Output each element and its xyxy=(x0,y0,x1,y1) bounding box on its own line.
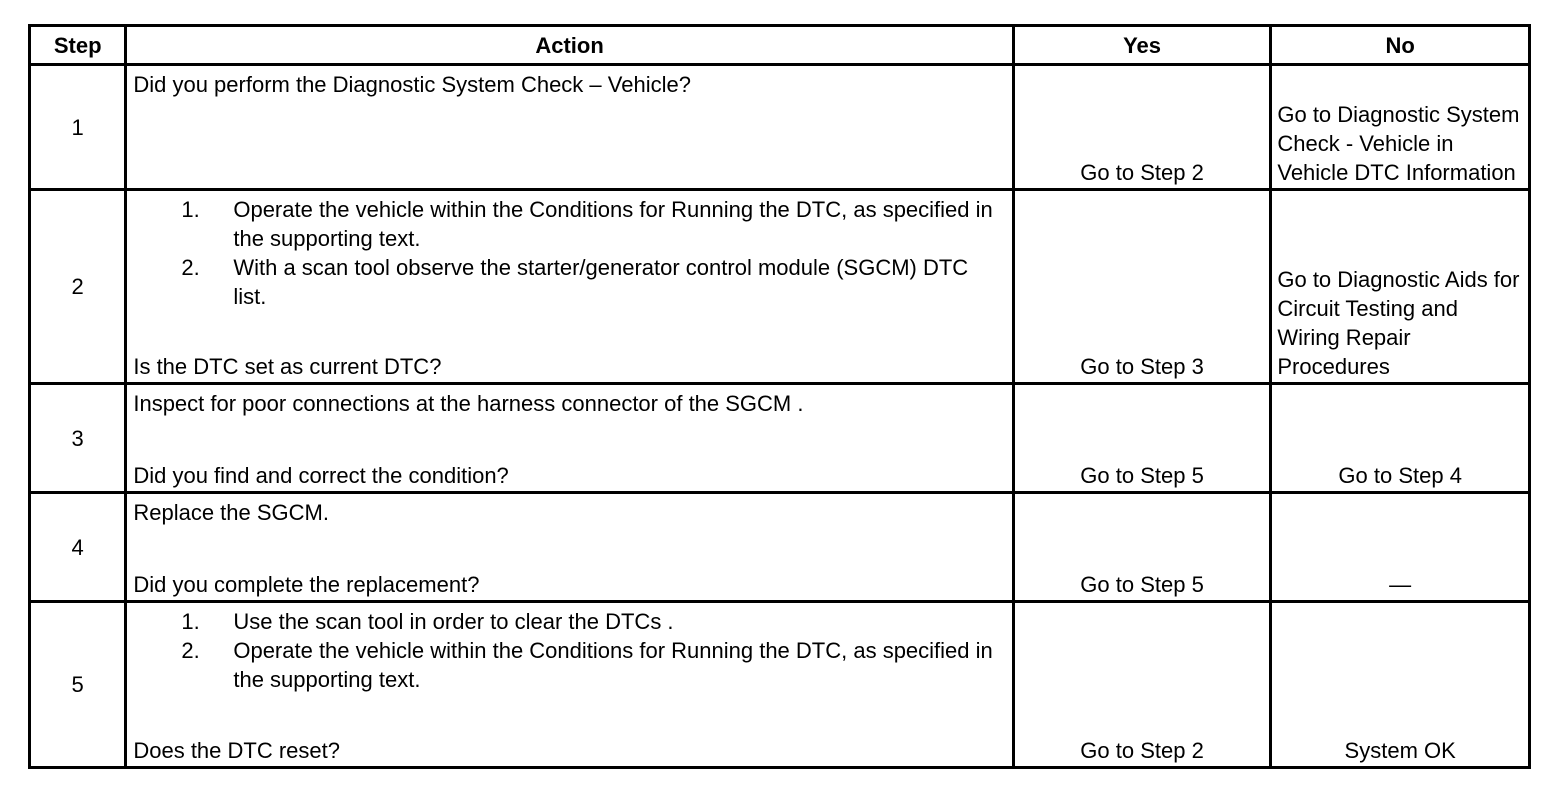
list-item-number: 1. xyxy=(181,197,200,222)
action-text: Replace the SGCM. xyxy=(133,500,329,525)
no-cell: Go to Diagnostic Aids for Circuit Testing and Wiring Repair Procedures xyxy=(1271,190,1530,384)
header-action: Action xyxy=(126,26,1013,65)
step-number: 3 xyxy=(30,384,126,493)
no-cell: — xyxy=(1271,493,1530,602)
list-item-text: Use the scan tool in order to clear the DTCs . xyxy=(233,609,674,634)
header-no: No xyxy=(1271,26,1530,65)
action-steps-list xyxy=(133,195,1005,311)
table-row-step-5 xyxy=(30,602,1530,768)
yes-cell: Go to Step 3 xyxy=(1013,190,1271,384)
action-cell xyxy=(126,65,1013,190)
action-steps-list xyxy=(133,607,1005,694)
list-item-text: Operate the vehicle within the Conditions for Running the DTC, as specified in the supporting text. xyxy=(233,197,993,251)
list-item xyxy=(133,636,1005,694)
list-item-text: With a scan tool observe the starter/generator control module (SGCM) DTC list. xyxy=(233,255,969,309)
list-item xyxy=(133,195,1005,253)
list-item-number: 1. xyxy=(181,609,200,634)
no-cell: Go to Diagnostic System Check - Vehicle in Vehicle DTC Information xyxy=(1271,65,1530,190)
action-text: Did you perform the Diagnostic System Check – Vehicle? xyxy=(133,72,691,97)
step-number: 4 xyxy=(30,493,126,602)
header-step: Step xyxy=(30,26,126,65)
diagnostic-table xyxy=(28,24,1531,769)
action-cell xyxy=(126,384,1013,493)
list-item xyxy=(133,607,1005,636)
header-row xyxy=(30,26,1530,65)
action-question: Did you complete the replacement? xyxy=(133,572,480,597)
header-yes: Yes xyxy=(1013,26,1271,65)
list-item-text: Operate the vehicle within the Conditions for Running the DTC, as specified in the supporting text. xyxy=(233,638,993,692)
list-item xyxy=(133,253,1005,311)
table-row-step-1 xyxy=(30,65,1530,190)
step-number: 5 xyxy=(30,602,126,768)
no-cell: System OK xyxy=(1271,602,1530,768)
yes-cell: Go to Step 5 xyxy=(1013,384,1271,493)
yes-cell: Go to Step 2 xyxy=(1013,602,1271,768)
action-question: Does the DTC reset? xyxy=(133,738,340,763)
action-question: Did you find and correct the condition? xyxy=(133,463,509,488)
action-cell xyxy=(126,190,1013,384)
action-cell xyxy=(126,602,1013,768)
step-number: 1 xyxy=(30,65,126,190)
action-cell xyxy=(126,493,1013,602)
action-text: Inspect for poor connections at the harness connector of the SGCM . xyxy=(133,391,804,416)
table-row-step-2 xyxy=(30,190,1530,384)
action-question: Is the DTC set as current DTC? xyxy=(133,354,442,379)
yes-cell: Go to Step 2 xyxy=(1013,65,1271,190)
no-cell: Go to Step 4 xyxy=(1271,384,1530,493)
yes-cell: Go to Step 5 xyxy=(1013,493,1271,602)
step-number: 2 xyxy=(30,190,126,384)
list-item-number: 2. xyxy=(181,638,200,663)
list-item-number: 2. xyxy=(181,255,200,280)
table-row-step-4 xyxy=(30,493,1530,602)
table-row-step-3 xyxy=(30,384,1530,493)
